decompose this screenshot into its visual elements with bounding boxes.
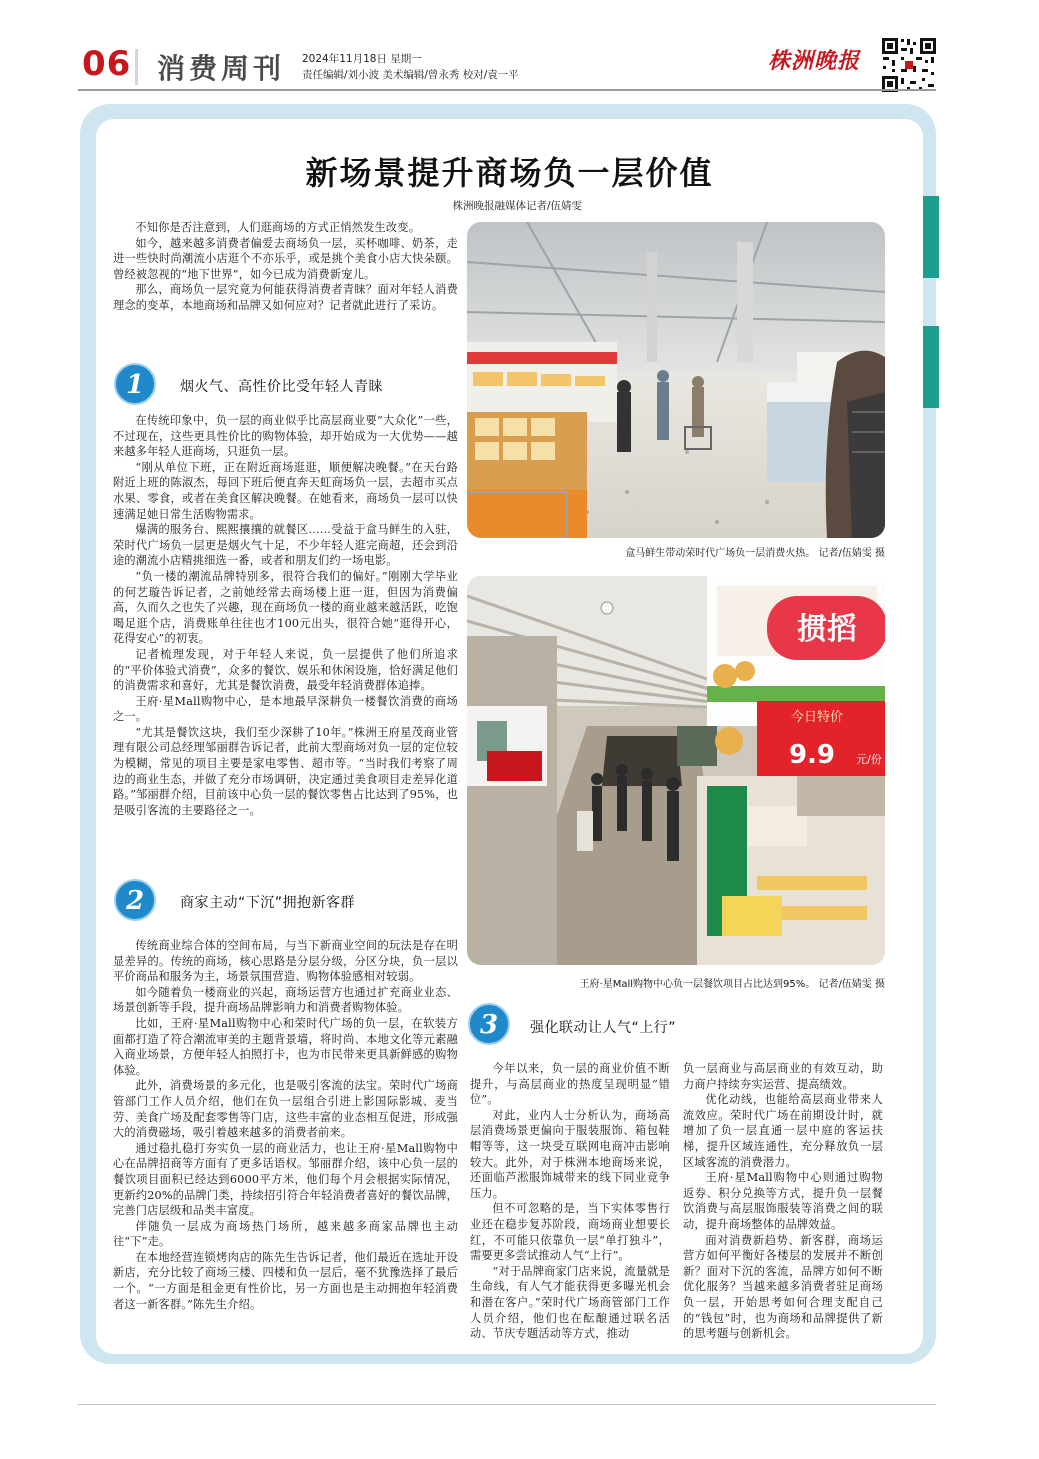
paragraph: 比如，王府·星Mall购物中心和荣时代广场的负一层，在软装方面都打造了符合潮流审美的主题背景墙，将时尚、本地文化等元素融入商业场景，方便年轻人拍照打卡，也为市民带来更具新鲜感的购物体验。 [113,1016,458,1077]
section-title: 烟火气、高性价比受年轻人青睐 [180,379,383,395]
svg-text:3: 3 [479,1010,499,1040]
newspaper-logo: 株洲晚报 [768,48,861,74]
paragraph: 在传统印象中，负一层的商业似乎比高层商业要“大众化”一些，不过现在，这些更具性价比的购物体验，却开始成为一大优势——越来越多年轻人逛商场，只逛负一层。 [113,414,458,459]
section-title: 商家主动“下沉”拥抱新客群 [180,895,356,911]
paragraph: “对于品牌商家门店来说，流量就是生命线，有人气才能获得更多曝光机会和潜在客户。”荣时代广场商管部门工作人员介绍，他们也在酝酿通过联名活动、节庆专题活动等方式，推动 [470,1264,670,1341]
paragraph: “负一楼的潮流品牌特别多，很符合我们的偏好。”刚刚大学毕业的何艺璇告诉记者，之前她经常去商场楼上逛一逛，但因为消费偏高，久而久之也失了兴趣，现在商场负一楼的商业越来越活跃，吃饱喝足逛个店，消费账单往往也才100元出头，很符合她“逛得开心，花得安心”的初衷。 [113,569,458,646]
paragraph: 伴随负一层成为商场热门场所，越来越多商家品牌也主动往“下”走。 [113,1219,458,1249]
section-number-badge [113,362,157,406]
paragraph: 对此，业内人士分析认为，商场高层消费场景更偏向于服装服饰、箱包鞋帽等等，这一块受互联网电商冲击影响较大。此外，对于株洲本地商场来说，还面临芦淞服饰城带来的线下同业竞争压力。 [470,1108,670,1200]
section-3-text-left [470,1061,670,1342]
paragraph: 如今随着负一楼商业的兴起，商场运营方也通过扩充商业业态、场景创新等手段，提升商场品牌影响力和消费者购物体验。 [113,985,458,1015]
paragraph: 通过稳扎稳打夯实负一层的商业活力，也让王府·星Mall购物中心在品牌招商等方面有了更多话语权。邹丽群介绍，该中心负一层的餐饮项目面积已经达到6000平方米，他们每个月会根据实际情况，更新约20%的品牌门类，持续招引符合年轻消费者喜好的餐饮品牌，完善门店层级和品类丰富度。 [113,1141,458,1218]
editors-credit: 责任编辑/刘小波 美术编辑/曾永秀 校对/袁一平 [302,69,519,81]
paragraph: 那么，商场负一层究竟为何能获得消费者青睐？面对年轻人消费理念的变革，本地商场和品牌又如何应对？记者就此进行了采访。 [113,283,458,312]
section-number-badge [113,878,157,922]
paragraph: 在本地经营连锁烤肉店的陈先生告诉记者，他们最近在选址开设新店，充分比较了商场三楼、四楼和负一层后，毫不犹豫选择了最后一个。“一方面是租金更有性价比，另一方面也是主动拥抱年轻消费者这一新客群。”陈先生介绍。 [113,1250,458,1311]
paragraph: 传统商业综合体的空间布局，与当下新商业空间的玩法是存在明显差异的。传统的商场，核心思路是分层分级，分区分块，负一层以平价商品和服务为主，场景氛围营造、购物体验感相对较弱。 [113,939,458,984]
paragraph: 但不可忽略的是，当下实体零售行业还在稳步复苏阶段，商场商业想要长红，不可能只依靠负一层“单打独斗”，需要更多尝试推动人气“上行”。 [470,1202,670,1263]
svg-text:2: 2 [125,886,145,916]
paragraph: “刚从单位下班，正在附近商场逛逛，顺便解决晚餐。”在天台路附近上班的陈淑杰，每回下班后便直奔天虹商场负一层，去超市买点水果、零食，或者在美食区解决晚餐。在她看来，商场负一层可以快速满足她日常生活购物需求。 [113,460,458,521]
section-name: 消费周刊 [157,52,286,85]
svg-text:今日特价: 今日特价 [790,710,844,725]
photo-caption: 盒马鲜生带动荣时代广场负一层消费火热。 记者/伍婧雯 摄 [625,548,885,559]
paragraph: 优化动线，也能给高层商业带来人流效应。荣时代广场在前期设计时，就增加了负一层直通一层中庭的客运扶梯，提升区域连通性，充分释放负一层区域客流的消费潜力。 [683,1093,883,1169]
header-rule [78,89,936,91]
svg-text:1: 1 [125,370,145,400]
paragraph: 记者梳理发现，对于年轻人来说，负一层提供了他们所追求的“平价体验式消费”，众多的餐饮、娱乐和休闲设施，恰好满足他们的消费需求和喜好，尤其是餐饮消费，最受年轻消费群体追捧。 [113,647,458,693]
paragraph: 如今，越来越多消费者偏爱去商场负一层，买杯咖啡、奶茶，走进一些快时尚潮流小店逛个不亦乐乎，或是挑个美食小店大快朵颐。曾经被忽视的“地下世界”，如今已成为消费新宠儿。 [113,236,458,281]
svg-text:元/份: 元/份 [856,753,882,766]
supermarket-photo [467,222,885,538]
article-title: 新场景提升商场负一层价值 [305,154,714,192]
paragraph: 王府·星Mall购物中心则通过购物返券、积分兑换等方式，提升负一层餐饮消费与高层服饰服装等消费之间的联动，提升商场整体的品牌效益。 [683,1171,883,1231]
paragraph: 王府·星Mall购物中心，是本地最早深耕负一楼餐饮消费的商场之一。 [113,694,458,724]
section-title: 强化联动让人气“上行” [530,1020,677,1036]
svg-text:掼搯: 掼搯 [797,612,857,647]
paragraph: 此外，消费场景的多元化，也是吸引客流的法宝。荣时代广场商管部门工作人员介绍，他们在负一层组合引进上影国际影城、麦当劳、美食广场及配套零售等门店，这些丰富的业态相互促进，形成强大的消费磁场，吸引着越来越多的消费者前来。 [113,1079,458,1140]
page-number: 06 [82,44,132,84]
food-court-photo [467,576,885,965]
svg-text:9.9: 9.9 [788,740,836,770]
section-2-text [113,938,458,1312]
byline: 株洲晚报融媒体记者/伍婧雯 [452,200,582,212]
issue-date: 2024年11月18日 星期一 [302,53,422,65]
section-1-text [113,413,458,818]
paragraph: “尤其是餐饮这块，我们至少深耕了10年。”株洲王府星茂商业管理有限公司总经理邹丽群告诉记者，此前大型商场对负一层的定位较为模糊，常见的项目主要是家电零售、超市等。“当时我们考察了周边的商业生态，并做了充分市场调研，决定通过美食项目走差异化道路。”邹丽群介绍，目前该中心负一层的餐饮零售占比达到了95%，也是吸引客流的主要路径之一。 [113,725,458,817]
photo-caption: 王府·星Mall购物中心负一层餐饮项目占比达到95%。 记者/伍婧雯 摄 [579,979,885,990]
footer-rule [78,1404,936,1405]
paragraph: 不知你是否注意到，人们逛商场的方式正悄然发生改变。 [135,221,421,234]
qr-code-icon [880,36,938,94]
section-number-badge [467,1002,511,1046]
paragraph: 面对消费新趋势、新客群，商场运营方如何平衡好各楼层的发展并不断创新？面对下沉的客流，品牌方如何不断优化服务？当越来越多消费者驻足商场负一层，开始思考如何合理支配自己的“钱包”时，也为商场和品牌提供了新的思考题与创新机会。 [683,1233,883,1341]
paragraph: 今年以来，负一层的商业价值不断提升，与高层商业的热度呈现明显“错位”。 [470,1062,670,1107]
section-3-text-right [683,1061,883,1342]
paragraph: 爆满的服务台、熙熙攘攘的就餐区……受益于盒马鲜生的入驻，荣时代广场负一层更是烟火气十足，不少年轻人逛完商超，还会到沿途的潮流小店精挑细选一番，或者和朋友们约一场电影。 [113,523,458,568]
lead-text [113,220,458,314]
paragraph: 负一层商业与高层商业的有效互动，助力商户持续夯实运营、提高绩效。 [683,1062,883,1091]
header-divider [135,49,138,85]
